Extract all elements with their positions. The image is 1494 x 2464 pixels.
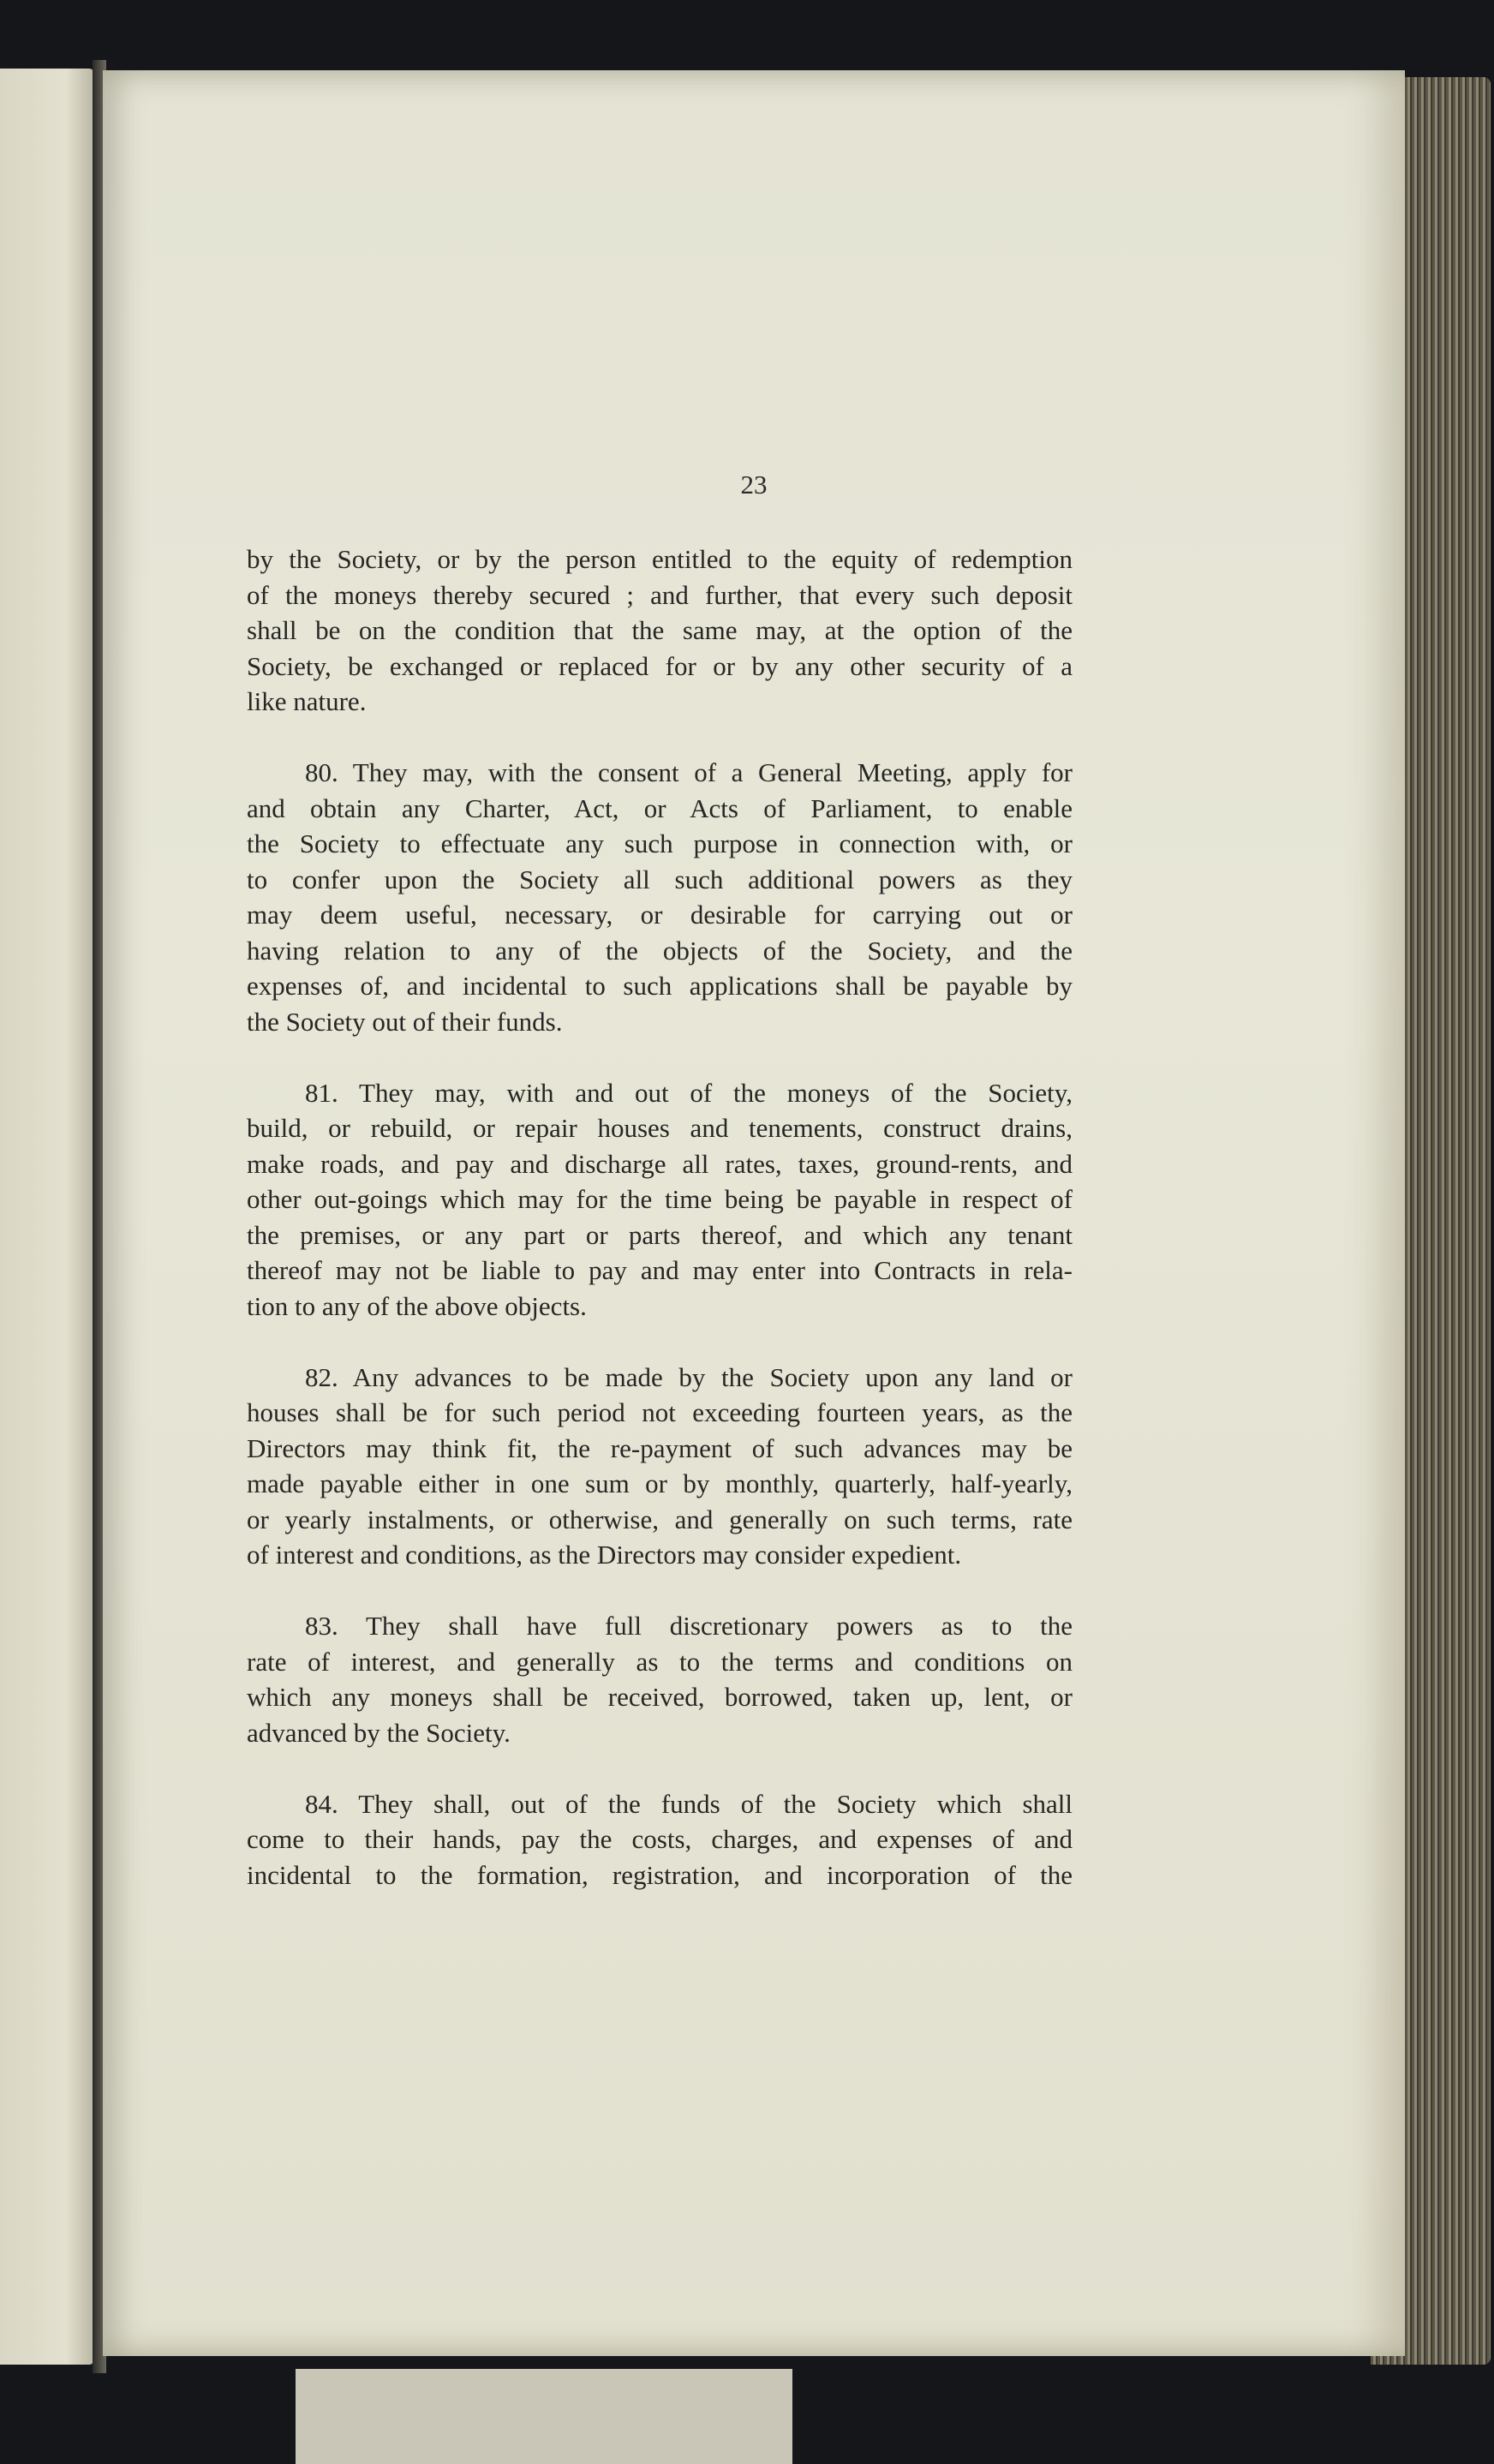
paragraph — [247, 1786, 1073, 1893]
text-line: Directors may think fit, the re-payment of such advances may be — [247, 1432, 1073, 1463]
text-line: of interest and conditions, as the Directors may consider expedient. — [247, 1540, 962, 1570]
text-line: and obtain any Charter, Act, or Acts of Parliament, to enable — [247, 792, 1073, 823]
text-line: which any moneys shall be received, borrowed, taken up, lent, or — [247, 1682, 1073, 1712]
text-line: 80. They may, with the consent of a General Meeting, apply for — [305, 757, 1073, 787]
text-line: rate of interest, and generally as to the terms and conditions on — [247, 1646, 1073, 1677]
text-line: 82. Any advances to be made by the Society upon any land or — [305, 1361, 1073, 1392]
text-line: to confer upon the Society all such additional powers as they — [247, 864, 1073, 894]
text-line: made payable either in one sum or by monthly, quarterly, half-yearly, — [247, 1468, 1073, 1498]
text-line: houses shall be for such period not exceeding fourteen years, as the — [247, 1397, 1073, 1427]
text-line: having relation to any of the objects of the Society, and the — [247, 935, 1073, 966]
paragraph — [247, 1360, 1073, 1573]
text-line: expenses of, and incidental to such applications shall be payable by — [247, 971, 1073, 1001]
paragraph — [247, 1075, 1073, 1325]
page-number: 23 — [740, 469, 768, 499]
text-line: advanced by the Society. — [247, 1717, 511, 1748]
text-line: by the Society, or by the person entitled to the equity of redemption — [247, 544, 1073, 574]
text-line: like nature. — [247, 686, 367, 716]
paper-scrap — [296, 2369, 792, 2464]
text-line: of the moneys thereby secured ; and further, that every such deposit — [247, 579, 1073, 610]
text-line: build, or rebuild, or repair houses and tenements, construct drains, — [247, 1113, 1073, 1143]
text-line: Society, be exchanged or replaced for or by any other security of a — [247, 650, 1073, 681]
text-line: thereof may not be liable to pay and may enter into Contracts in rela- — [247, 1255, 1073, 1285]
text-line: incidental to the formation, registration, and incorporation of the — [247, 1859, 1073, 1890]
document-page — [103, 70, 1405, 2356]
text-line: the Society out of their funds. — [247, 1006, 563, 1037]
text-line: or yearly instalments, or otherwise, and generally on such terms, rate — [247, 1504, 1073, 1534]
text-line: come to their hands, pay the costs, charges, and expenses of and — [247, 1824, 1073, 1854]
text-line: the Society to effectuate any such purpose in connection with, or — [247, 828, 1073, 858]
paragraph — [247, 755, 1073, 1039]
text-line: 83. They shall have full discretionary powers as to the — [305, 1611, 1073, 1641]
paragraph — [247, 1608, 1073, 1750]
text-line: make roads, and pay and discharge all rates, taxes, ground-rents, and — [247, 1148, 1073, 1179]
body-text — [247, 541, 1073, 1929]
text-line: tion to any of the above objects. — [247, 1290, 587, 1321]
text-line: 81. They may, with and out of the moneys of the Society, — [305, 1077, 1073, 1108]
text-line: other out-goings which may for the time being be payable in respect of — [247, 1184, 1073, 1214]
paragraph — [247, 541, 1073, 720]
facing-page-edge — [0, 69, 94, 2365]
text-line: may deem useful, necessary, or desirable for carrying out or — [247, 900, 1073, 930]
text-line: 84. They shall, out of the funds of the Society which shall — [305, 1788, 1073, 1819]
text-line: shall be on the condition that the same may, at the option of the — [247, 615, 1073, 645]
text-line: the premises, or any part or parts thereof, and which any tenant — [247, 1219, 1073, 1250]
